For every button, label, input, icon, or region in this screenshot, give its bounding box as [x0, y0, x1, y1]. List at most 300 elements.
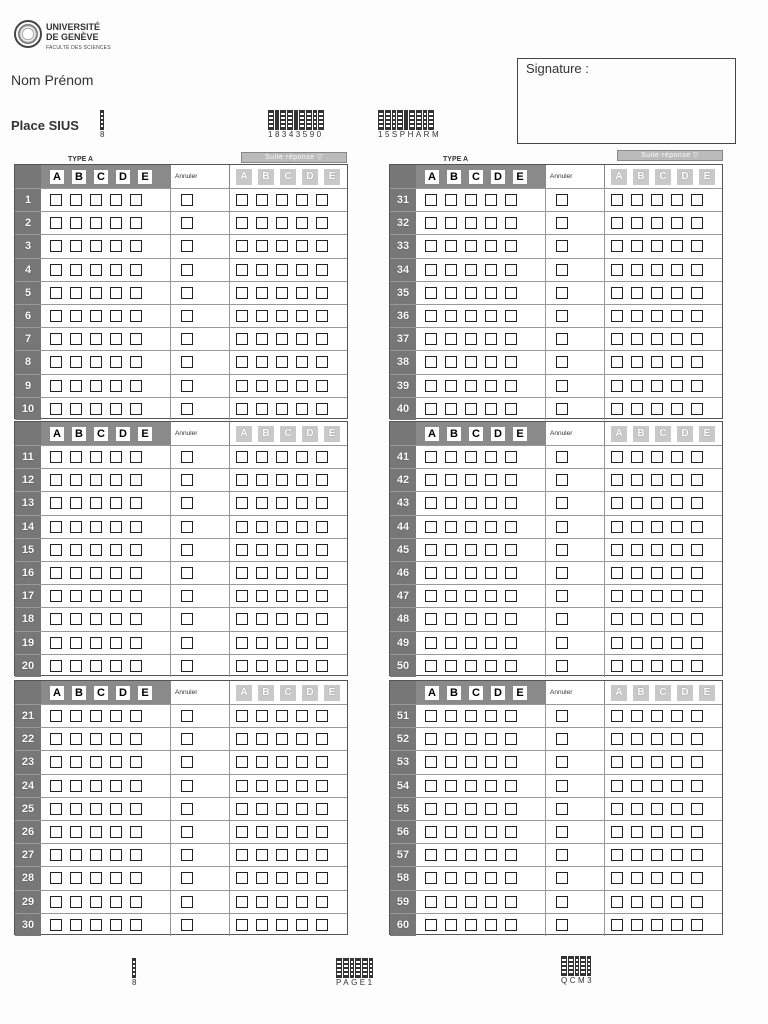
annuler-checkbox[interactable] [556, 287, 568, 299]
modification-checkbox[interactable] [671, 733, 683, 745]
answer-checkbox[interactable] [70, 780, 82, 792]
answer-checkbox[interactable] [130, 872, 142, 884]
answer-checkbox[interactable] [445, 544, 457, 556]
annuler-checkbox[interactable] [556, 660, 568, 672]
answer-checkbox[interactable] [445, 756, 457, 768]
answer-checkbox[interactable] [465, 872, 477, 884]
answer-checkbox[interactable] [90, 240, 102, 252]
annuler-checkbox[interactable] [556, 872, 568, 884]
modification-checkbox[interactable] [296, 287, 308, 299]
answer-checkbox[interactable] [110, 310, 122, 322]
modification-checkbox[interactable] [236, 919, 248, 931]
answer-checkbox[interactable] [90, 451, 102, 463]
answer-checkbox[interactable] [110, 756, 122, 768]
answer-checkbox[interactable] [505, 194, 517, 206]
modification-checkbox[interactable] [611, 544, 623, 556]
answer-checkbox[interactable] [110, 194, 122, 206]
annuler-checkbox[interactable] [181, 380, 193, 392]
answer-checkbox[interactable] [505, 637, 517, 649]
annuler-checkbox[interactable] [181, 637, 193, 649]
answer-checkbox[interactable] [505, 590, 517, 602]
modification-checkbox[interactable] [651, 521, 663, 533]
modification-checkbox[interactable] [631, 356, 643, 368]
modification-checkbox[interactable] [256, 896, 268, 908]
answer-checkbox[interactable] [130, 380, 142, 392]
answer-checkbox[interactable] [505, 474, 517, 486]
modification-checkbox[interactable] [276, 403, 288, 415]
answer-checkbox[interactable] [90, 919, 102, 931]
modification-checkbox[interactable] [276, 474, 288, 486]
annuler-checkbox[interactable] [556, 780, 568, 792]
modification-checkbox[interactable] [651, 780, 663, 792]
modification-checkbox[interactable] [611, 474, 623, 486]
modification-checkbox[interactable] [691, 403, 703, 415]
modification-checkbox[interactable] [296, 474, 308, 486]
modification-checkbox[interactable] [316, 710, 328, 722]
answer-checkbox[interactable] [70, 826, 82, 838]
modification-checkbox[interactable] [651, 474, 663, 486]
answer-checkbox[interactable] [465, 733, 477, 745]
modification-checkbox[interactable] [276, 356, 288, 368]
modification-checkbox[interactable] [671, 710, 683, 722]
answer-checkbox[interactable] [90, 710, 102, 722]
modification-checkbox[interactable] [691, 660, 703, 672]
modification-checkbox[interactable] [671, 919, 683, 931]
answer-checkbox[interactable] [445, 521, 457, 533]
answer-checkbox[interactable] [445, 826, 457, 838]
modification-checkbox[interactable] [296, 710, 308, 722]
modification-checkbox[interactable] [671, 590, 683, 602]
modification-checkbox[interactable] [296, 826, 308, 838]
modification-checkbox[interactable] [296, 240, 308, 252]
modification-checkbox[interactable] [296, 310, 308, 322]
answer-checkbox[interactable] [425, 733, 437, 745]
modification-checkbox[interactable] [256, 497, 268, 509]
answer-checkbox[interactable] [130, 849, 142, 861]
answer-checkbox[interactable] [465, 780, 477, 792]
answer-checkbox[interactable] [90, 310, 102, 322]
modification-checkbox[interactable] [256, 872, 268, 884]
modification-checkbox[interactable] [236, 613, 248, 625]
answer-checkbox[interactable] [505, 521, 517, 533]
answer-checkbox[interactable] [50, 756, 62, 768]
answer-checkbox[interactable] [70, 217, 82, 229]
modification-checkbox[interactable] [651, 217, 663, 229]
modification-checkbox[interactable] [296, 919, 308, 931]
modification-checkbox[interactable] [276, 803, 288, 815]
answer-checkbox[interactable] [90, 590, 102, 602]
answer-checkbox[interactable] [70, 356, 82, 368]
modification-checkbox[interactable] [296, 521, 308, 533]
modification-checkbox[interactable] [631, 333, 643, 345]
annuler-checkbox[interactable] [556, 756, 568, 768]
modification-checkbox[interactable] [691, 803, 703, 815]
answer-checkbox[interactable] [90, 733, 102, 745]
annuler-checkbox[interactable] [556, 474, 568, 486]
answer-checkbox[interactable] [445, 567, 457, 579]
modification-checkbox[interactable] [671, 896, 683, 908]
answer-checkbox[interactable] [465, 264, 477, 276]
modification-checkbox[interactable] [671, 217, 683, 229]
annuler-checkbox[interactable] [181, 872, 193, 884]
answer-checkbox[interactable] [110, 637, 122, 649]
modification-checkbox[interactable] [671, 637, 683, 649]
answer-checkbox[interactable] [70, 310, 82, 322]
answer-checkbox[interactable] [485, 733, 497, 745]
answer-checkbox[interactable] [70, 613, 82, 625]
modification-checkbox[interactable] [296, 590, 308, 602]
modification-checkbox[interactable] [316, 660, 328, 672]
modification-checkbox[interactable] [276, 240, 288, 252]
modification-checkbox[interactable] [651, 333, 663, 345]
answer-checkbox[interactable] [425, 264, 437, 276]
answer-checkbox[interactable] [130, 310, 142, 322]
answer-checkbox[interactable] [50, 872, 62, 884]
modification-checkbox[interactable] [316, 217, 328, 229]
answer-checkbox[interactable] [505, 872, 517, 884]
answer-checkbox[interactable] [90, 896, 102, 908]
annuler-checkbox[interactable] [556, 194, 568, 206]
modification-checkbox[interactable] [611, 521, 623, 533]
modification-checkbox[interactable] [611, 287, 623, 299]
answer-checkbox[interactable] [50, 403, 62, 415]
modification-checkbox[interactable] [236, 803, 248, 815]
answer-checkbox[interactable] [110, 872, 122, 884]
answer-checkbox[interactable] [465, 403, 477, 415]
modification-checkbox[interactable] [296, 637, 308, 649]
answer-checkbox[interactable] [425, 567, 437, 579]
answer-checkbox[interactable] [70, 333, 82, 345]
modification-checkbox[interactable] [276, 826, 288, 838]
answer-checkbox[interactable] [425, 333, 437, 345]
modification-checkbox[interactable] [316, 896, 328, 908]
answer-checkbox[interactable] [505, 756, 517, 768]
answer-checkbox[interactable] [50, 544, 62, 556]
answer-checkbox[interactable] [110, 733, 122, 745]
annuler-checkbox[interactable] [181, 287, 193, 299]
answer-checkbox[interactable] [465, 803, 477, 815]
modification-checkbox[interactable] [316, 567, 328, 579]
modification-checkbox[interactable] [276, 896, 288, 908]
modification-checkbox[interactable] [691, 451, 703, 463]
answer-checkbox[interactable] [70, 803, 82, 815]
answer-checkbox[interactable] [70, 194, 82, 206]
answer-checkbox[interactable] [130, 356, 142, 368]
modification-checkbox[interactable] [651, 849, 663, 861]
modification-checkbox[interactable] [256, 264, 268, 276]
modification-checkbox[interactable] [276, 780, 288, 792]
answer-checkbox[interactable] [485, 756, 497, 768]
answer-checkbox[interactable] [110, 217, 122, 229]
annuler-checkbox[interactable] [181, 849, 193, 861]
answer-checkbox[interactable] [130, 544, 142, 556]
signature-box[interactable] [517, 58, 736, 144]
annuler-checkbox[interactable] [556, 544, 568, 556]
modification-checkbox[interactable] [691, 497, 703, 509]
modification-checkbox[interactable] [651, 756, 663, 768]
answer-checkbox[interactable] [50, 264, 62, 276]
answer-checkbox[interactable] [50, 380, 62, 392]
modification-checkbox[interactable] [256, 613, 268, 625]
modification-checkbox[interactable] [276, 733, 288, 745]
annuler-checkbox[interactable] [556, 264, 568, 276]
answer-checkbox[interactable] [425, 660, 437, 672]
modification-checkbox[interactable] [631, 240, 643, 252]
answer-checkbox[interactable] [110, 356, 122, 368]
modification-checkbox[interactable] [316, 264, 328, 276]
answer-checkbox[interactable] [445, 780, 457, 792]
answer-checkbox[interactable] [70, 710, 82, 722]
answer-checkbox[interactable] [505, 803, 517, 815]
modification-checkbox[interactable] [611, 660, 623, 672]
modification-checkbox[interactable] [256, 451, 268, 463]
modification-checkbox[interactable] [611, 403, 623, 415]
answer-checkbox[interactable] [425, 474, 437, 486]
modification-checkbox[interactable] [296, 872, 308, 884]
modification-checkbox[interactable] [611, 497, 623, 509]
answer-checkbox[interactable] [110, 896, 122, 908]
modification-checkbox[interactable] [256, 217, 268, 229]
answer-checkbox[interactable] [90, 872, 102, 884]
modification-checkbox[interactable] [296, 849, 308, 861]
modification-checkbox[interactable] [296, 194, 308, 206]
annuler-checkbox[interactable] [181, 521, 193, 533]
modification-checkbox[interactable] [296, 264, 308, 276]
modification-checkbox[interactable] [316, 849, 328, 861]
answer-checkbox[interactable] [130, 613, 142, 625]
modification-checkbox[interactable] [316, 403, 328, 415]
answer-checkbox[interactable] [130, 521, 142, 533]
modification-checkbox[interactable] [316, 590, 328, 602]
modification-checkbox[interactable] [256, 474, 268, 486]
modification-checkbox[interactable] [651, 544, 663, 556]
answer-checkbox[interactable] [90, 756, 102, 768]
answer-checkbox[interactable] [50, 613, 62, 625]
modification-checkbox[interactable] [631, 613, 643, 625]
modification-checkbox[interactable] [236, 872, 248, 884]
modification-checkbox[interactable] [316, 474, 328, 486]
modification-checkbox[interactable] [651, 403, 663, 415]
modification-checkbox[interactable] [671, 660, 683, 672]
modification-checkbox[interactable] [611, 380, 623, 392]
answer-checkbox[interactable] [90, 287, 102, 299]
answer-checkbox[interactable] [130, 660, 142, 672]
answer-checkbox[interactable] [110, 849, 122, 861]
answer-checkbox[interactable] [465, 919, 477, 931]
modification-checkbox[interactable] [691, 194, 703, 206]
modification-checkbox[interactable] [316, 310, 328, 322]
modification-checkbox[interactable] [631, 194, 643, 206]
modification-checkbox[interactable] [691, 287, 703, 299]
answer-checkbox[interactable] [445, 310, 457, 322]
answer-checkbox[interactable] [130, 497, 142, 509]
answer-checkbox[interactable] [110, 710, 122, 722]
answer-checkbox[interactable] [50, 451, 62, 463]
answer-checkbox[interactable] [425, 919, 437, 931]
modification-checkbox[interactable] [671, 826, 683, 838]
answer-checkbox[interactable] [425, 826, 437, 838]
modification-checkbox[interactable] [631, 451, 643, 463]
answer-checkbox[interactable] [90, 613, 102, 625]
modification-checkbox[interactable] [296, 497, 308, 509]
modification-checkbox[interactable] [691, 567, 703, 579]
answer-checkbox[interactable] [465, 474, 477, 486]
modification-checkbox[interactable] [611, 872, 623, 884]
answer-checkbox[interactable] [485, 590, 497, 602]
annuler-checkbox[interactable] [556, 217, 568, 229]
answer-checkbox[interactable] [465, 194, 477, 206]
modification-checkbox[interactable] [256, 380, 268, 392]
answer-checkbox[interactable] [505, 826, 517, 838]
answer-checkbox[interactable] [485, 217, 497, 229]
answer-checkbox[interactable] [90, 567, 102, 579]
annuler-checkbox[interactable] [556, 613, 568, 625]
modification-checkbox[interactable] [276, 756, 288, 768]
annuler-checkbox[interactable] [181, 919, 193, 931]
modification-checkbox[interactable] [276, 613, 288, 625]
answer-checkbox[interactable] [425, 521, 437, 533]
modification-checkbox[interactable] [611, 240, 623, 252]
answer-checkbox[interactable] [70, 403, 82, 415]
modification-checkbox[interactable] [256, 356, 268, 368]
modification-checkbox[interactable] [316, 613, 328, 625]
answer-checkbox[interactable] [50, 919, 62, 931]
modification-checkbox[interactable] [631, 521, 643, 533]
modification-checkbox[interactable] [236, 264, 248, 276]
modification-checkbox[interactable] [671, 521, 683, 533]
annuler-checkbox[interactable] [556, 240, 568, 252]
annuler-checkbox[interactable] [181, 497, 193, 509]
answer-checkbox[interactable] [425, 356, 437, 368]
annuler-checkbox[interactable] [181, 474, 193, 486]
modification-checkbox[interactable] [671, 849, 683, 861]
modification-checkbox[interactable] [631, 872, 643, 884]
answer-checkbox[interactable] [445, 240, 457, 252]
answer-checkbox[interactable] [50, 310, 62, 322]
modification-checkbox[interactable] [691, 380, 703, 392]
answer-checkbox[interactable] [465, 849, 477, 861]
answer-checkbox[interactable] [485, 310, 497, 322]
modification-checkbox[interactable] [276, 287, 288, 299]
modification-checkbox[interactable] [631, 733, 643, 745]
modification-checkbox[interactable] [671, 756, 683, 768]
answer-checkbox[interactable] [110, 451, 122, 463]
answer-checkbox[interactable] [485, 896, 497, 908]
modification-checkbox[interactable] [236, 380, 248, 392]
answer-checkbox[interactable] [70, 637, 82, 649]
modification-checkbox[interactable] [316, 287, 328, 299]
modification-checkbox[interactable] [631, 264, 643, 276]
answer-checkbox[interactable] [425, 590, 437, 602]
answer-checkbox[interactable] [445, 849, 457, 861]
answer-checkbox[interactable] [130, 240, 142, 252]
answer-checkbox[interactable] [445, 403, 457, 415]
answer-checkbox[interactable] [505, 733, 517, 745]
modification-checkbox[interactable] [236, 403, 248, 415]
modification-checkbox[interactable] [651, 451, 663, 463]
modification-checkbox[interactable] [316, 521, 328, 533]
modification-checkbox[interactable] [316, 919, 328, 931]
answer-checkbox[interactable] [485, 872, 497, 884]
modification-checkbox[interactable] [651, 826, 663, 838]
annuler-checkbox[interactable] [556, 826, 568, 838]
modification-checkbox[interactable] [316, 497, 328, 509]
answer-checkbox[interactable] [50, 637, 62, 649]
modification-checkbox[interactable] [651, 613, 663, 625]
modification-checkbox[interactable] [611, 826, 623, 838]
modification-checkbox[interactable] [631, 660, 643, 672]
modification-checkbox[interactable] [691, 310, 703, 322]
modification-checkbox[interactable] [256, 403, 268, 415]
answer-checkbox[interactable] [130, 333, 142, 345]
answer-checkbox[interactable] [425, 380, 437, 392]
annuler-checkbox[interactable] [181, 356, 193, 368]
modification-checkbox[interactable] [236, 194, 248, 206]
answer-checkbox[interactable] [445, 637, 457, 649]
annuler-checkbox[interactable] [556, 919, 568, 931]
modification-checkbox[interactable] [691, 872, 703, 884]
answer-checkbox[interactable] [485, 613, 497, 625]
answer-checkbox[interactable] [90, 803, 102, 815]
modification-checkbox[interactable] [651, 264, 663, 276]
modification-checkbox[interactable] [651, 310, 663, 322]
modification-checkbox[interactable] [631, 497, 643, 509]
modification-checkbox[interactable] [256, 733, 268, 745]
modification-checkbox[interactable] [316, 756, 328, 768]
modification-checkbox[interactable] [671, 380, 683, 392]
answer-checkbox[interactable] [445, 710, 457, 722]
answer-checkbox[interactable] [485, 451, 497, 463]
annuler-checkbox[interactable] [181, 217, 193, 229]
answer-checkbox[interactable] [90, 521, 102, 533]
modification-checkbox[interactable] [631, 849, 643, 861]
modification-checkbox[interactable] [256, 637, 268, 649]
modification-checkbox[interactable] [671, 264, 683, 276]
modification-checkbox[interactable] [651, 919, 663, 931]
modification-checkbox[interactable] [296, 896, 308, 908]
annuler-checkbox[interactable] [556, 497, 568, 509]
answer-checkbox[interactable] [425, 310, 437, 322]
answer-checkbox[interactable] [485, 803, 497, 815]
modification-checkbox[interactable] [651, 710, 663, 722]
answer-checkbox[interactable] [90, 403, 102, 415]
modification-checkbox[interactable] [236, 240, 248, 252]
answer-checkbox[interactable] [445, 497, 457, 509]
modification-checkbox[interactable] [691, 919, 703, 931]
answer-checkbox[interactable] [445, 590, 457, 602]
modification-checkbox[interactable] [671, 474, 683, 486]
annuler-checkbox[interactable] [556, 590, 568, 602]
answer-checkbox[interactable] [505, 380, 517, 392]
answer-checkbox[interactable] [50, 194, 62, 206]
modification-checkbox[interactable] [671, 803, 683, 815]
modification-checkbox[interactable] [611, 849, 623, 861]
answer-checkbox[interactable] [445, 356, 457, 368]
answer-checkbox[interactable] [130, 567, 142, 579]
modification-checkbox[interactable] [276, 590, 288, 602]
modification-checkbox[interactable] [611, 333, 623, 345]
answer-checkbox[interactable] [110, 919, 122, 931]
answer-checkbox[interactable] [505, 310, 517, 322]
answer-checkbox[interactable] [425, 240, 437, 252]
modification-checkbox[interactable] [651, 194, 663, 206]
modification-checkbox[interactable] [691, 613, 703, 625]
answer-checkbox[interactable] [505, 356, 517, 368]
answer-checkbox[interactable] [425, 544, 437, 556]
answer-checkbox[interactable] [505, 660, 517, 672]
answer-checkbox[interactable] [445, 287, 457, 299]
modification-checkbox[interactable] [256, 590, 268, 602]
